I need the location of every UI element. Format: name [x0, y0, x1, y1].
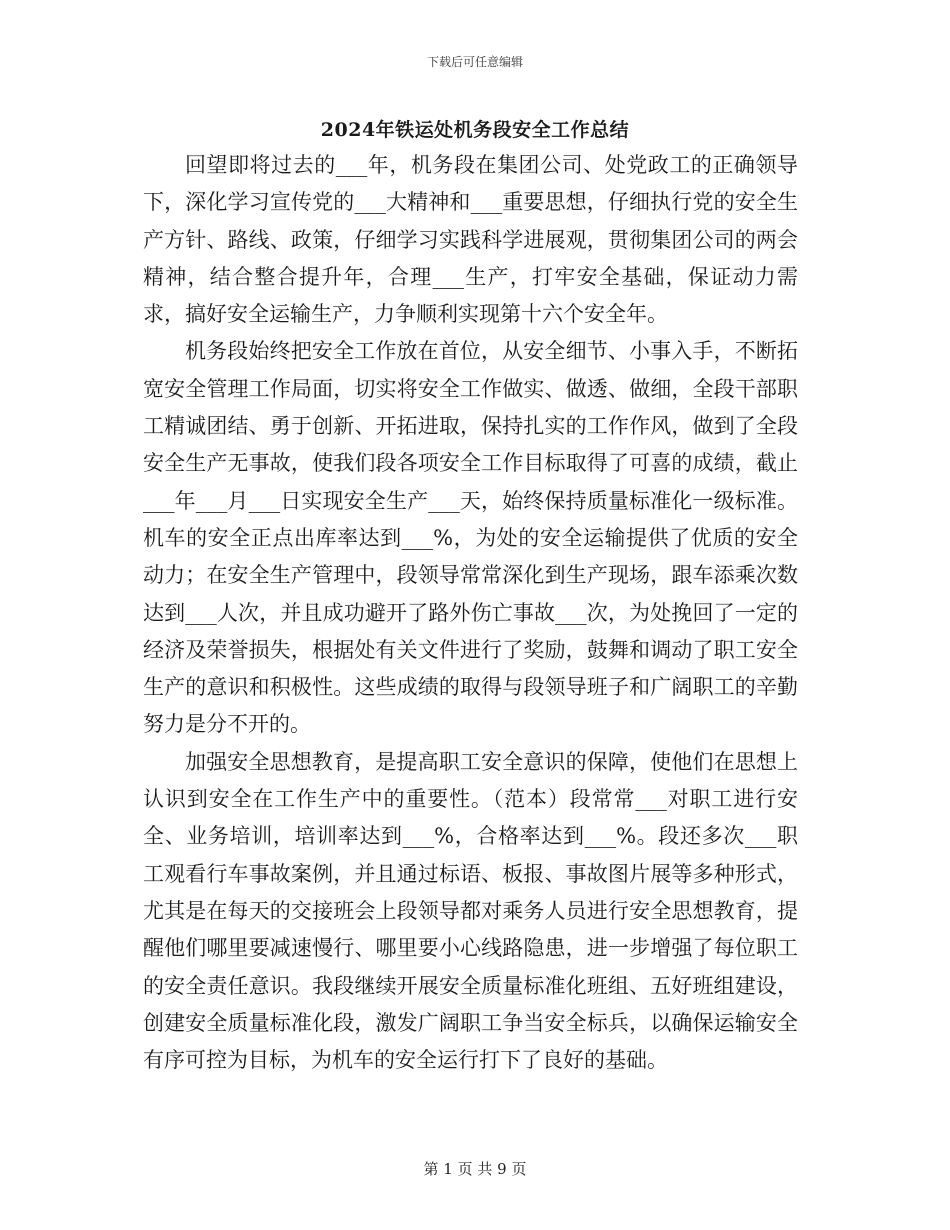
paragraph-2: 机务段始终把安全工作放在首位，从安全细节、小事入手，不断拓宽安全管理工作局面，切实将安全工作做实、做透、做细，全段干部职工精诚团结、勇于创新、开拓进取，保持扎实的工作作风，做到了全段安全生产无事故，使我们段各项安全工作目标取得了可喜的成绩，截止___年___月___日实现安全生产___天，始终保持质量标准化一级标准。机车的安全正点出库率达到___%，为处的安全运输提供了优质的安全动力；在安全生产管理中，段领导常常深化到生产现场，跟车添乘次数达到___人次，并且成功避开了路外伤亡事故___次，为处挽回了一定的经济及荣誉损失，根据处有关文件进行了奖励，鼓舞和调动了职工安全生产的意识和积极性。这些成绩的取得与段领导班子和广阔职工的辛勤努力是分不开的。: [143, 339, 798, 737]
paragraph-1: 回望即将过去的___年，机务段在集团公司、处党政工的正确领导下，深化学习宣传党的___大精神和___重要思想，仔细执行党的安全生产方针、路线、政策，仔细学习实践科学进展观，贯彻集团公司的两会精神，结合整合提升年，合理___生产，打牢安全基础，保证动力需求，搞好安全运输生产，力争顺利实现第十六个安全年。: [143, 153, 798, 327]
page-number-footer: 第 1 页 共 9 页: [423, 1160, 527, 1178]
header-note: 下载后可任意编辑: [426, 55, 523, 69]
document-body: [143, 147, 798, 1079]
paragraph-3: 加强安全思想教育，是提高职工安全意识的保障，使他们在思想上认识到安全在工作生产中的重要性。（范本）段常常___对职工进行安全、业务培训，培训率达到___%，合格率达到___%。段还多次___职工观看行车事故案例，并且通过标语、板报、事故图片展等多种形式，尤其是在每天的交接班会上段领导都对乘务人员进行安全思想教育，提醒他们哪里要减速慢行、哪里要小心线路隐患，进一步增强了每位职工的安全责任意识。我段继续开展安全质量标准化班组、五好班组建设，创建安全质量标准化段，激发广阔职工争当安全标兵，以确保运输安全有序可控为目标，为机车的安全运行打下了良好的基础。: [143, 749, 798, 1073]
document-title: 2024年铁运处机务段安全工作总结: [320, 119, 630, 141]
